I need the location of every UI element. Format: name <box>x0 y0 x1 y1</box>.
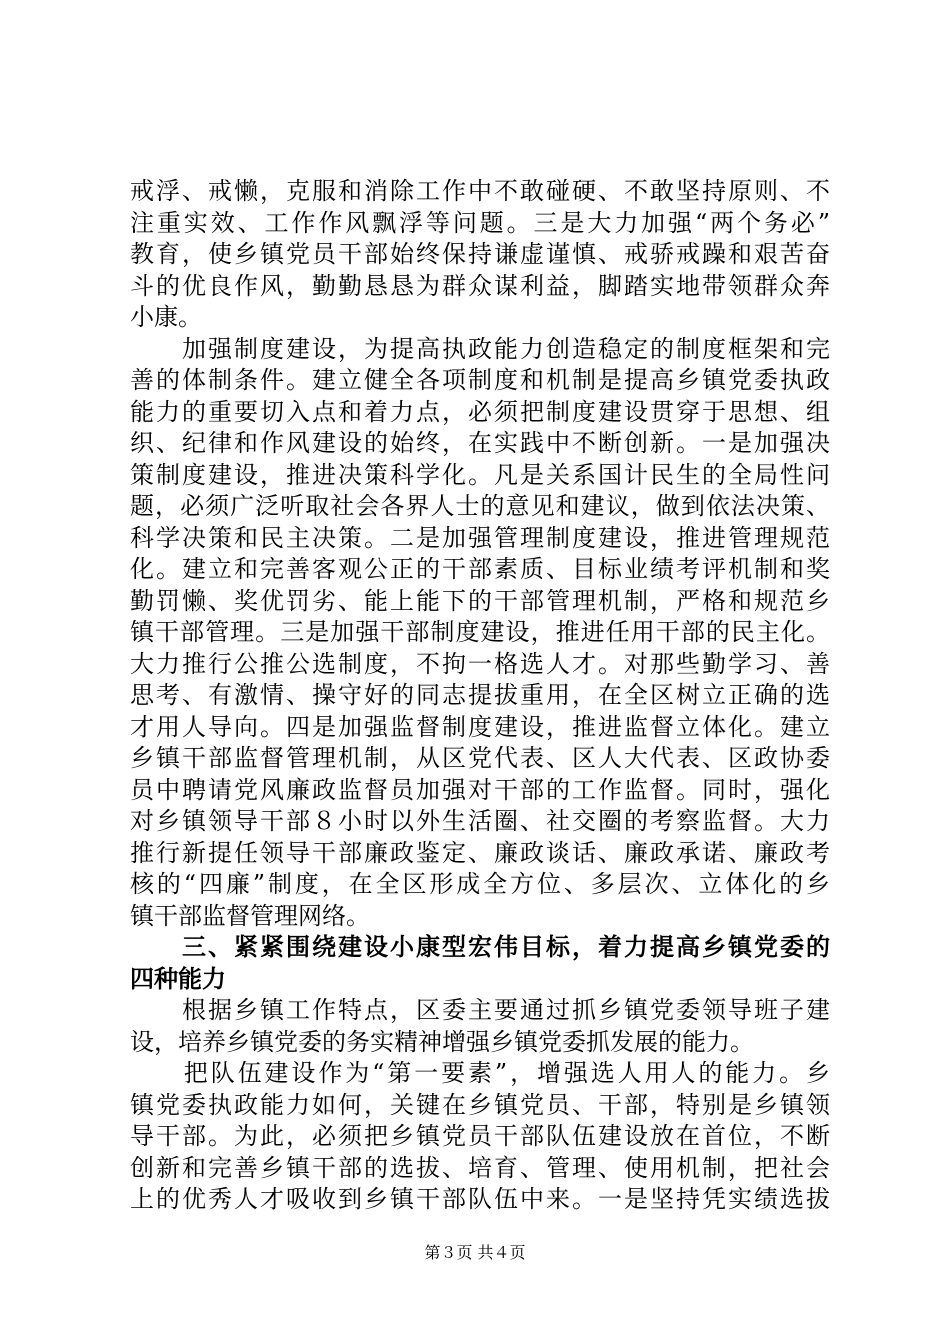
section-heading-line: 三、紧紧围绕建设小康型宏伟目标，着力提高乡镇党委的 <box>130 933 830 961</box>
paragraph-line: 镇干部监督管理网络。 <box>130 901 370 930</box>
page-footer: 第３页 共４页 <box>424 1243 526 1262</box>
paragraph-line: 织、纪律和作风建设的始终，在实践中不断创新。一是加强决 <box>130 429 830 457</box>
paragraph-line: 能力的重要切入点和着力点，必须把制度建设贯穿于思想、组 <box>130 397 830 426</box>
paragraph-line: 乡镇干部监督管理机制，从区党代表、区人大代表、区政协委 <box>130 744 830 772</box>
section-heading-line: 四种能力 <box>130 964 226 993</box>
paragraph-line: 推行新提任领导干部廉政鉴定、廉政谈话、廉政承诺、廉政考 <box>130 838 830 867</box>
paragraph-line: 员中聘请党风廉政监督员加强对干部的工作监督。同时，强化 <box>130 775 830 804</box>
paragraph-line: 戒浮、戒懒，克服和消除工作中不敢碰硬、不敢坚持原则、不 <box>130 177 830 205</box>
paragraph-line: 根据乡镇工作特点，区委主要通过抓乡镇党委领导班子建 <box>130 996 830 1024</box>
paragraph-line: 加强制度建设，为提高执政能力创造稳定的制度框架和完 <box>130 334 830 363</box>
paragraph-line: 教育，使乡镇党员干部始终保持谦虚谨慎、戒骄戒躁和艰苦奋 <box>130 240 830 268</box>
paragraph-line: 大力推行公推公选制度，不拘一格选人才。对那些勤学习、善 <box>130 649 830 678</box>
paragraph-line: 把队伍建设作为“第一要素”，增强选人用人的能力。乡 <box>130 1059 830 1087</box>
paragraph-line: 创新和完善乡镇干部的选拔、培育、管理、使用机制，把社会 <box>130 1153 830 1182</box>
paragraph-line: 策制度建设，推进决策科学化。凡是关系国计民生的全局性问 <box>130 460 830 489</box>
paragraph-line: 斗的优良作风，勤勤恳恳为群众谋利益，脚踏实地带领群众奔 <box>130 271 830 300</box>
paragraph-line: 上的优秀人才吸收到乡镇干部队伍中来。一是坚持凭实绩选拔 <box>130 1185 830 1213</box>
document-body <box>130 176 830 1216</box>
paragraph-line: 镇干部管理。三是加强干部制度建设，推进任用干部的民主化。 <box>130 618 830 646</box>
paragraph-line: 镇党委执政能力如何，关键在乡镇党员、干部，特别是乡镇领 <box>130 1090 830 1119</box>
paragraph-line: 设，培养乡镇党委的务实精神增强乡镇党委抓发展的能力。 <box>130 1027 754 1056</box>
paragraph-line: 勤罚懒、奖优罚劣、能上能下的干部管理机制，严格和规范乡 <box>130 586 830 615</box>
paragraph-line: 化。建立和完善客观公正的干部素质、目标业绩考评机制和奖 <box>130 555 830 583</box>
paragraph-line: 思考、有激情、操守好的同志提拔重用，在全区树立正确的选 <box>130 681 830 709</box>
paragraph-line: 小康。 <box>130 303 202 331</box>
paragraph-line: 导干部。为此，必须把乡镇党员干部队伍建设放在首位，不断 <box>130 1122 830 1150</box>
paragraph-line: 科学决策和民主决策。二是加强管理制度建设，推进管理规范 <box>130 523 830 552</box>
paragraph-line: 核的“四廉”制度，在全区形成全方位、多层次、立体化的乡 <box>130 870 830 898</box>
paragraph-line: 注重实效、工作作风飘浮等问题。三是大力加强“两个务必” <box>130 208 830 237</box>
paragraph-line: 才用人导向。四是加强监督制度建设，推进监督立体化。建立 <box>130 712 830 741</box>
paragraph-line: 题，必须广泛听取社会各界人士的意见和建议，做到依法决策、 <box>130 492 830 520</box>
paragraph-line: 对乡镇领导干部８小时以外生活圈、社交圈的考察监督。大力 <box>130 807 830 835</box>
paragraph-line: 善的体制条件。建立健全各项制度和机制是提高乡镇党委执政 <box>130 366 830 394</box>
